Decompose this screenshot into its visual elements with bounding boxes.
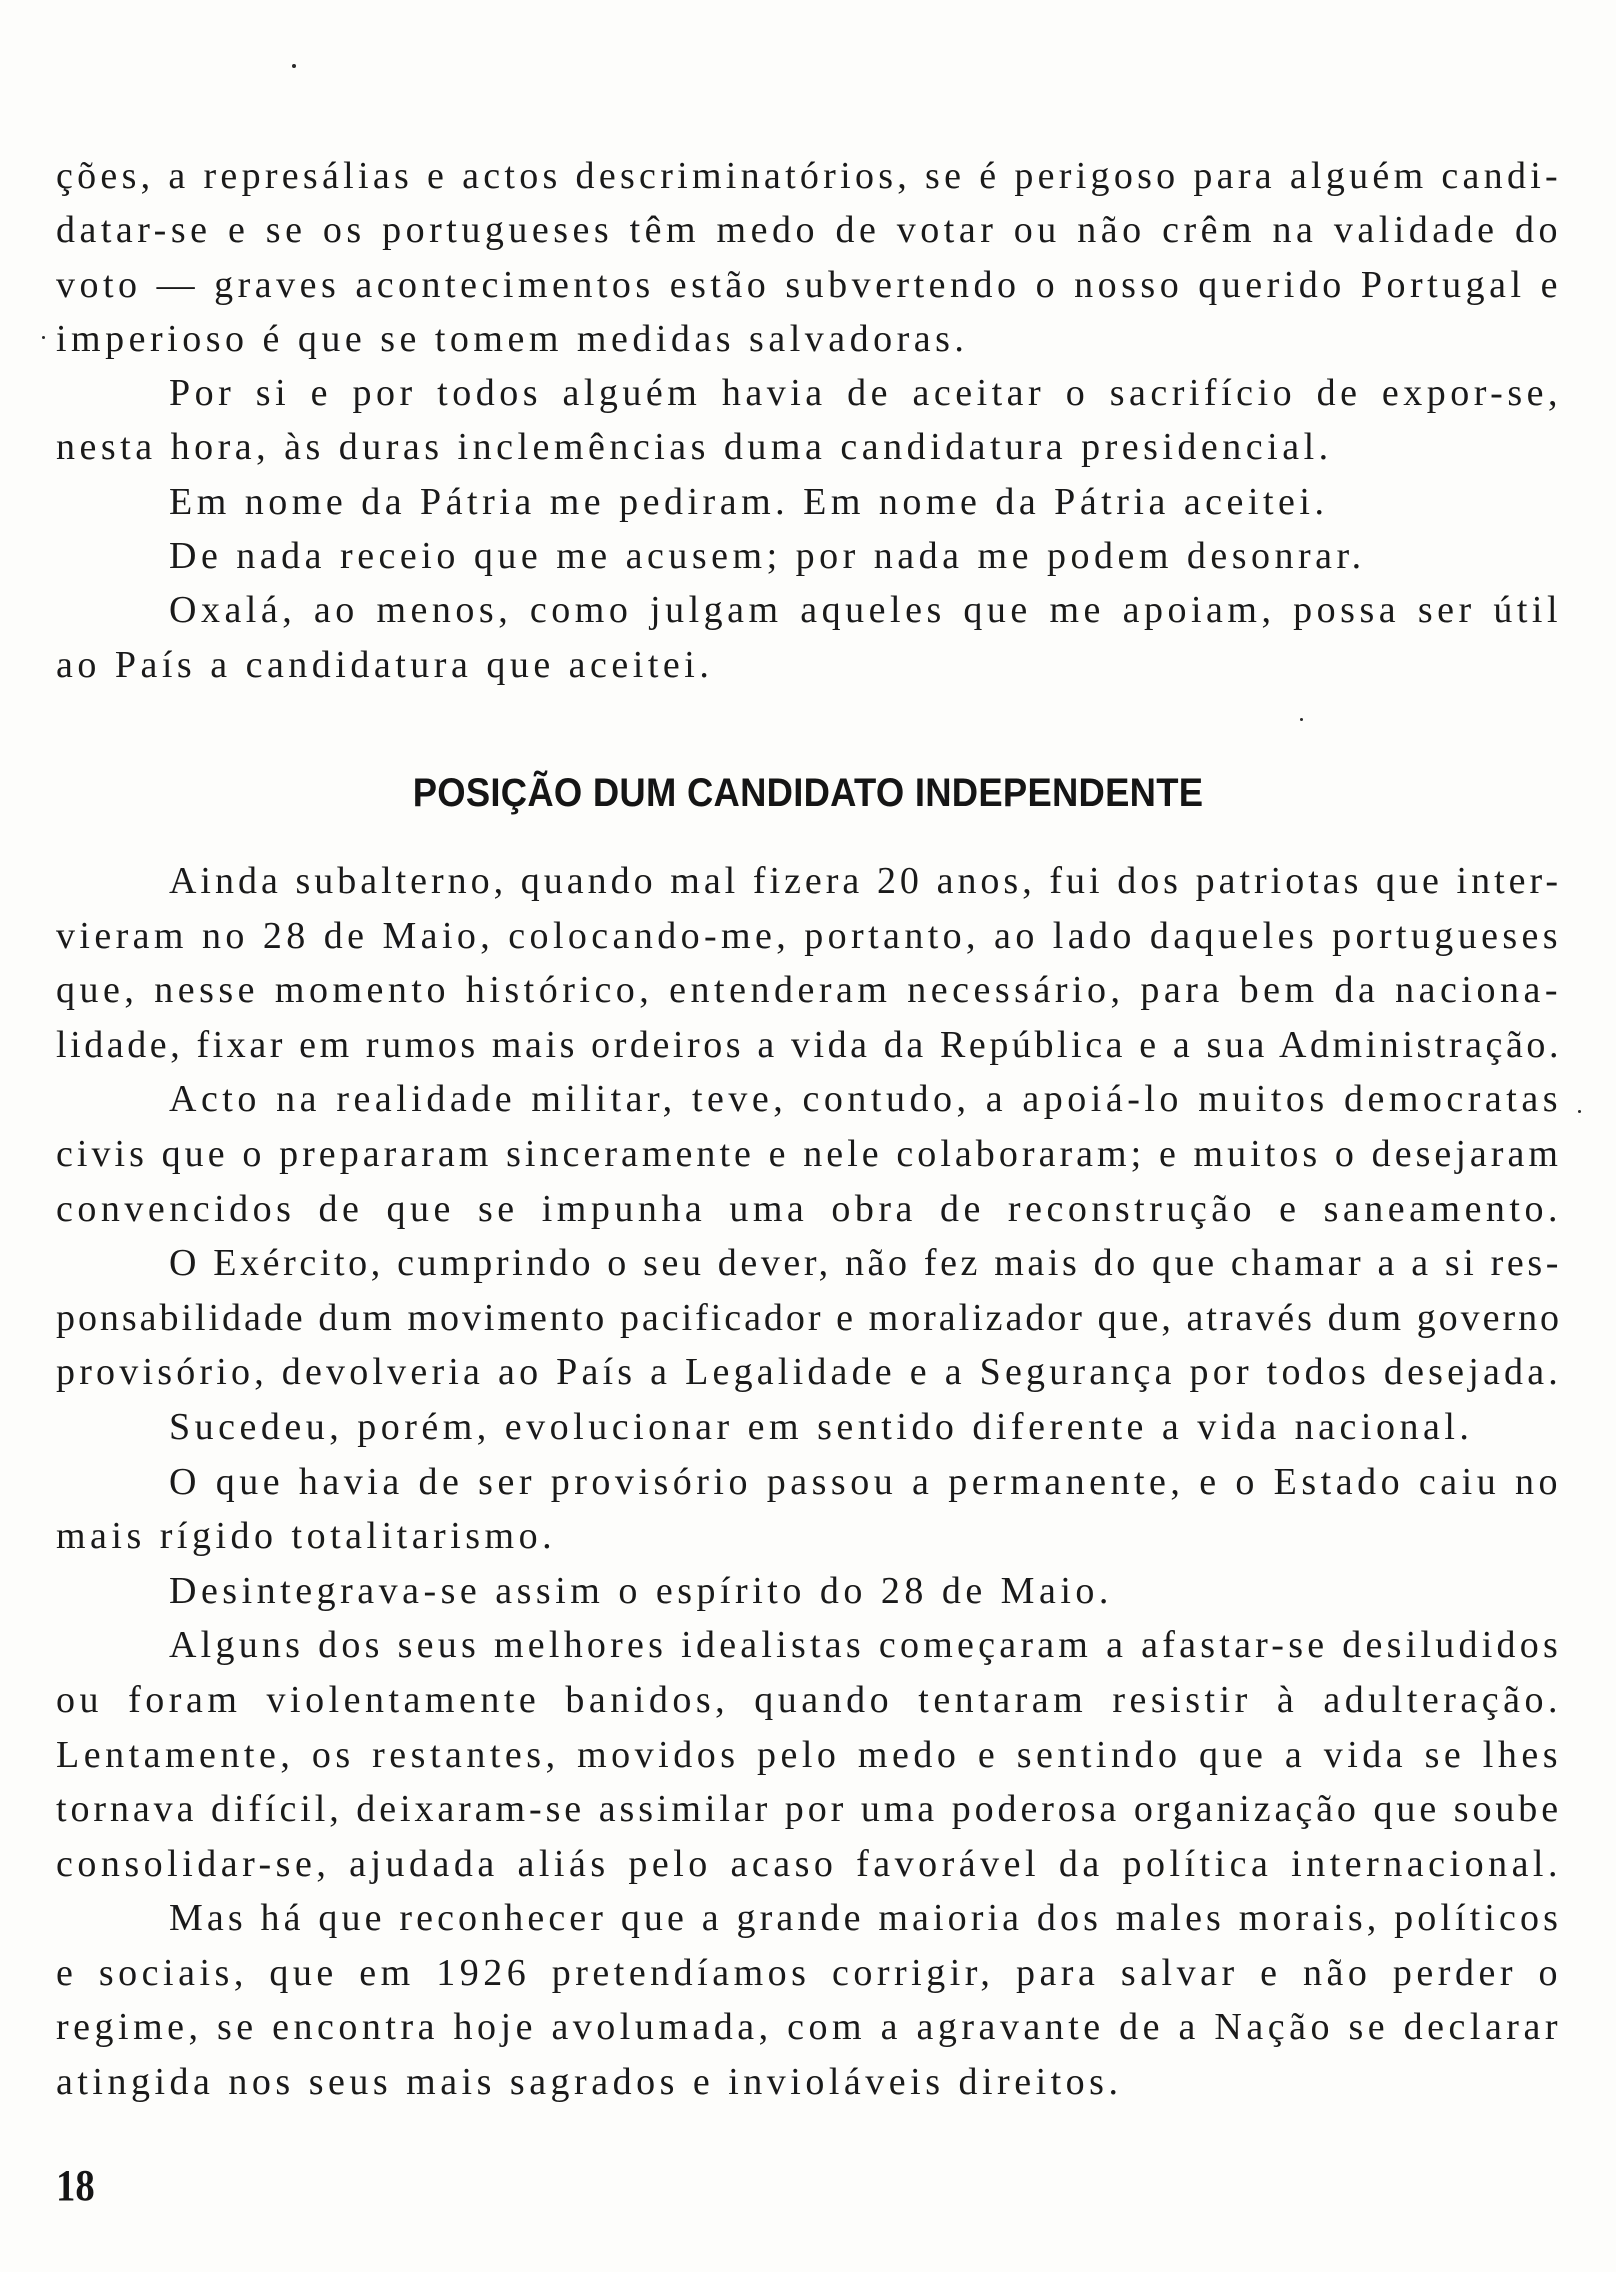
scan-speck <box>1578 1110 1581 1113</box>
page-number: 18 <box>56 2161 95 2210</box>
text-line: Lentamente, os restantes, movidos pelo medo e sentindo que a vida se lhes <box>56 1733 1562 1776</box>
text-block-section <box>56 854 1564 2110</box>
text-line: tornava difícil, deixaram-se assimilar por uma poderosa organização que soube <box>56 1788 1562 1831</box>
scan-speck <box>42 336 45 339</box>
text-line: ponsabilidade dum movimento pacificador e moralizador que, através dum governo <box>56 1296 1562 1339</box>
text-line: Mas há que reconhecer que a grande maioria dos males morais, políticos <box>169 1897 1562 1940</box>
paragraph <box>56 1891 1564 2109</box>
text-line: civis que o prepararam sinceramente e nele colaboraram; e muitos o desejaram <box>56 1132 1562 1175</box>
text-line: Ainda subalterno, quando mal fizera 20 anos, fui dos patriotas que inter- <box>169 860 1562 902</box>
text-block-intro <box>56 149 1564 692</box>
text-line: O que havia de ser provisório passou a permanente, e o Estado caiu no <box>169 1460 1562 1503</box>
paragraph <box>56 529 1564 583</box>
text-line: nesta hora, às duras inclemências duma candidatura presidencial. <box>56 426 1333 469</box>
text-line: Desintegrava-se assim o espírito do 28 de Maio. <box>169 1569 1113 1612</box>
section-heading: POSIÇÃO DUM CANDIDATO INDEPENDENTE <box>412 771 1204 815</box>
text-line: ou foram violentamente banidos, quando tentaram resistir à adulteração. <box>56 1678 1562 1721</box>
text-line: mais rígido totalitarismo. <box>56 1515 557 1558</box>
text-line: Sucedeu, porém, evolucionar em sentido diferente a vida nacional. <box>169 1405 1474 1448</box>
text-line: imperioso é que se tomem medidas salvadoras. <box>56 317 969 360</box>
text-line: voto — graves acontecimentos estão subvertendo o nosso querido Portugal e <box>56 263 1562 306</box>
text-line: lidade, fixar em rumos mais ordeiros a vida da República e a sua Administração. <box>56 1023 1562 1066</box>
text-line: provisório, devolveria ao País a Legalidade e a Segurança por todos desejada. <box>56 1351 1562 1394</box>
paragraph <box>56 475 1564 529</box>
text-line: O Exército, cumprindo o seu dever, não fez mais do que chamar a a si res- <box>169 1242 1562 1285</box>
text-line: datar-se e se os portugueses têm medo de votar ou não crêm na validade do <box>56 209 1562 252</box>
text-line: convencidos de que se impunha uma obra de reconstrução e saneamento. <box>56 1187 1562 1230</box>
text-line: atingida nos seus mais sagrados e invioláveis direitos. <box>56 2061 1123 2104</box>
text-line: ções, a represálias e actos descriminatórios, se é perigoso para alguém candi- <box>56 155 1562 197</box>
paragraph <box>56 583 1564 692</box>
text-line: que, nesse momento histórico, entenderam necessário, para bem da naciona- <box>56 969 1562 1012</box>
text-line: consolidar-se, ajudada aliás pelo acaso favorável da política internacional. <box>56 1842 1562 1885</box>
text-line: ao País a candidatura que aceitei. <box>56 643 714 686</box>
paragraph <box>56 1455 1564 1564</box>
text-line: Acto na realidade militar, teve, contudo, a apoiá-lo muitos democratas <box>169 1078 1562 1121</box>
paragraph <box>56 149 1564 366</box>
paragraph <box>56 1618 1564 1891</box>
paragraph <box>56 1564 1564 1619</box>
text-line: e sociais, que em 1926 pretendíamos corrigir, para salvar e não perder o <box>56 1951 1562 1994</box>
paragraph <box>56 1072 1564 1236</box>
text-line: Alguns dos seus melhores idealistas começaram a afastar-se desiludidos <box>169 1624 1562 1667</box>
paragraph <box>56 1400 1564 1455</box>
text-line: Em nome da Pátria me pediram. Em nome da Pátria aceitei. <box>169 480 1329 523</box>
paragraph <box>56 1236 1564 1400</box>
text-line: Por si e por todos alguém havia de aceitar o sacrifício de expor-se, <box>169 372 1562 415</box>
scan-speck <box>292 64 296 68</box>
paragraph <box>56 854 1564 1072</box>
paragraph <box>56 366 1564 475</box>
text-line: vieram no 28 de Maio, colocando-me, portanto, ao lado daqueles portugueses <box>56 914 1562 957</box>
text-line: De nada receio que me acusem; por nada me podem desonrar. <box>169 535 1366 578</box>
text-line: regime, se encontra hoje avolumada, com a agravante de a Nação se declarar <box>56 2006 1562 2049</box>
scan-speck <box>1300 718 1303 721</box>
text-line: Oxalá, ao menos, como julgam aqueles que me apoiam, possa ser útil <box>169 589 1562 632</box>
